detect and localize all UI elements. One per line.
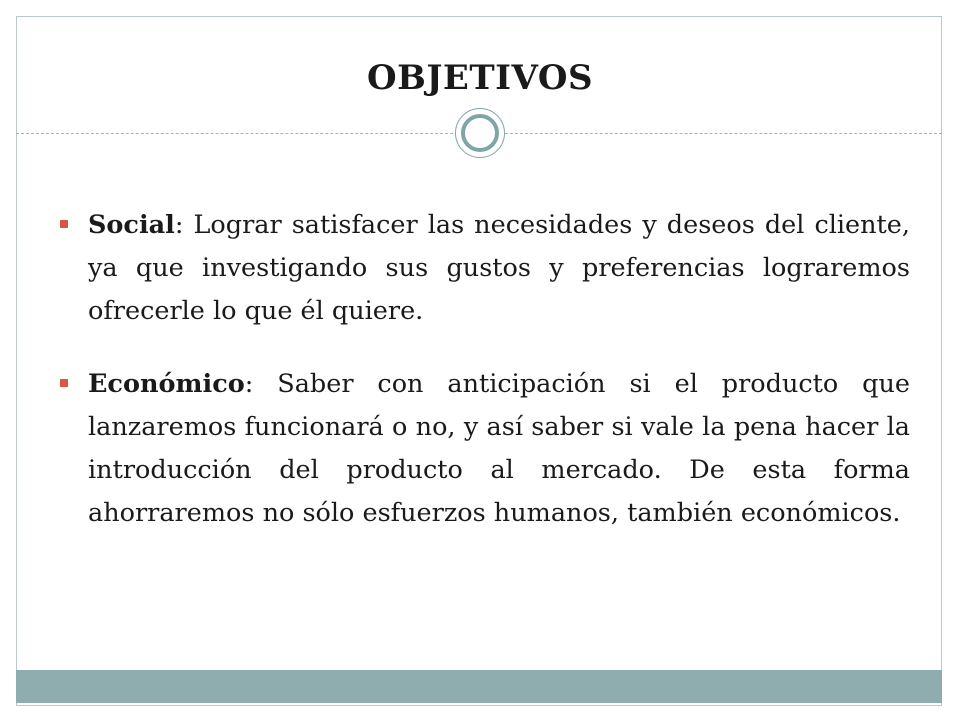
square-bullet-icon — [60, 379, 68, 387]
bullet-term: Social — [88, 210, 175, 240]
bullet-text: : Lograr satisfacer las necesidades y deseos del cliente, ya que investigando sus gustos y preferencias lograremos ofrecerle lo que él quiere. — [88, 210, 910, 326]
bullet-item-social — [60, 204, 910, 333]
bullet-text: : Saber con anticipación si el producto que lanzaremos funcionará o no, y así saber si vale la pena hacer la introducción del producto al mercado. De esta forma ahorraremos no sólo esfuerzos humanos, también económicos. — [88, 369, 910, 528]
bullet-list — [60, 204, 910, 565]
slide-title: OBJETIVOS — [366, 58, 593, 98]
footer-bar — [16, 670, 942, 703]
bullet-item-economico — [60, 363, 910, 535]
square-bullet-icon — [60, 220, 68, 228]
ring-ornament-icon — [455, 108, 505, 158]
ring-ornament-inner — [461, 114, 499, 152]
bullet-term: Económico — [88, 369, 245, 399]
